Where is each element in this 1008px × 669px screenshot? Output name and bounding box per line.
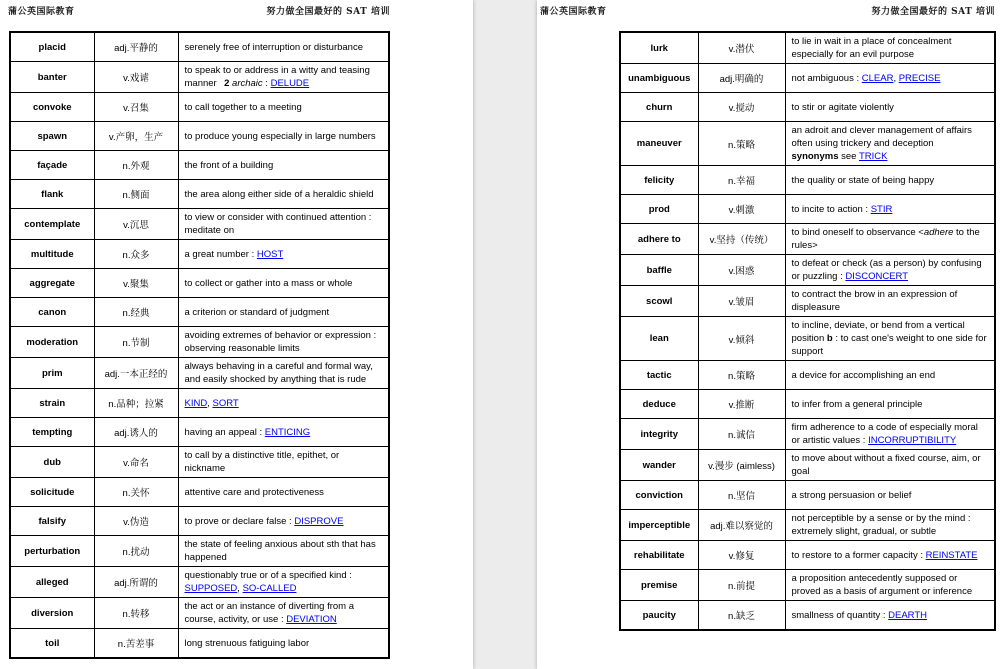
definition-text: to move about without a fixed course, aim, or goal [791, 453, 981, 477]
pos-translation-cell: n.外观 [94, 151, 178, 180]
word-cell: spawn [10, 122, 94, 151]
pos-translation-cell: n.苦差事 [94, 629, 178, 659]
word-cell: façade [10, 151, 94, 180]
definition-link[interactable]: REINSTATE [925, 549, 978, 561]
pos-translation-cell: adj.明确的 [698, 64, 785, 93]
definition-cell [785, 255, 995, 286]
pos-translation-cell: adj.诱人的 [94, 418, 178, 447]
definition-cell [178, 180, 389, 209]
definition-text: the quality or state of being happy [791, 174, 935, 186]
definition-cell [178, 62, 389, 93]
definition-cell [178, 298, 389, 327]
definition-text: 2 [224, 78, 230, 89]
definition-text: archaic [232, 78, 263, 89]
vocab-row [620, 195, 995, 224]
pos-translation-cell: n.品种；拉紧 [94, 389, 178, 418]
vocab-row [620, 361, 995, 390]
vocab-row [620, 122, 995, 166]
vocab-row [10, 629, 389, 659]
definition-text: to call together to a meeting [184, 101, 302, 113]
vocab-row [620, 601, 995, 631]
definition-cell [178, 418, 389, 447]
word-cell: tempting [10, 418, 94, 447]
definition-link[interactable]: DEARTH [888, 609, 928, 621]
definition-link[interactable]: TRICK [858, 151, 888, 162]
vocab-row [10, 389, 389, 418]
definition-text: synonyms [791, 151, 839, 162]
pos-translation-cell: v.戏谑 [94, 62, 178, 93]
pos-translation-cell: n.诚信 [698, 419, 785, 450]
vocab-row [620, 255, 995, 286]
word-cell: baffle [620, 255, 698, 286]
definition-text: to infer from a general principle [791, 398, 923, 410]
definition-cell [178, 536, 389, 567]
definition-cell [785, 601, 995, 631]
pos-translation-cell: n.幸福 [698, 166, 785, 195]
definition-text: an adroit and clever management of affairs often using trickery and deception [791, 125, 972, 149]
definition-text: avoiding extremes of behavior or expression : observing reasonable limits [184, 330, 377, 354]
word-cell: flank [10, 180, 94, 209]
word-cell: adhere to [620, 224, 698, 255]
pos-translation-cell: v.沉思 [94, 209, 178, 240]
word-cell: canon [10, 298, 94, 327]
pos-translation-cell: v.伪造 [94, 507, 178, 536]
vocab-row [10, 447, 389, 478]
vocab-row [10, 32, 389, 62]
definition-cell [785, 317, 995, 361]
definition-cell [178, 567, 389, 598]
definition-cell [785, 481, 995, 510]
definition-text: to speak to or address in a witty and teasing manner [184, 65, 370, 89]
vocab-row [620, 166, 995, 195]
word-cell: alleged [10, 567, 94, 598]
pos-translation-cell: v.皱眉 [698, 286, 785, 317]
definition-text: see [838, 151, 859, 162]
definition-cell [178, 327, 389, 358]
definition-text: attentive care and protectiveness [184, 486, 324, 498]
word-cell: tactic [620, 361, 698, 390]
pos-translation-cell: n.侧面 [94, 180, 178, 209]
vocab-row [620, 419, 995, 450]
pos-translation-cell: n.策略 [698, 361, 785, 390]
pos-translation-cell: adj.难以察觉的 [698, 510, 785, 541]
vocab-row [10, 180, 389, 209]
definition-text: always behaving in a careful and formal way, and easily shocked by anything that is rude [184, 361, 373, 385]
word-cell: moderation [10, 327, 94, 358]
vocab-row [10, 358, 389, 389]
word-cell: solicitude [10, 478, 94, 507]
definition-cell [178, 32, 389, 62]
definition-cell [178, 598, 389, 629]
definition-text: the front of a building [184, 159, 274, 171]
vocab-row [620, 450, 995, 481]
definition-cell [178, 478, 389, 507]
definition-text: to incline, deviate, or bend from a vertical position [791, 320, 965, 344]
word-cell: conviction [620, 481, 698, 510]
definition-cell [178, 122, 389, 151]
definition-cell [785, 419, 995, 450]
pos-translation-cell: v.刺激 [698, 195, 785, 224]
word-cell: lurk [620, 32, 698, 64]
definition-cell [178, 358, 389, 389]
word-cell: scowl [620, 286, 698, 317]
definition-link[interactable]: ENTICING [264, 426, 311, 438]
vocab-row [10, 62, 389, 93]
word-cell: integrity [620, 419, 698, 450]
page-header [540, 4, 995, 17]
definition-text: the area along either side of a heraldic shield [184, 188, 374, 200]
pos-translation-cell: n.节制 [94, 327, 178, 358]
vocab-row [620, 224, 995, 255]
definition-text: to bind oneself to observance < [791, 227, 924, 238]
pos-translation-cell: n.坚信 [698, 481, 785, 510]
definition-cell [178, 209, 389, 240]
vocab-table-right [619, 31, 996, 631]
definition-link[interactable]: INCORRUPTIBILITY [868, 435, 957, 446]
word-cell: falsify [10, 507, 94, 536]
definition-cell [785, 166, 995, 195]
vocab-row [620, 481, 995, 510]
vocab-row [10, 269, 389, 298]
vocab-row [10, 418, 389, 447]
pos-translation-cell: n.经典 [94, 298, 178, 327]
word-cell: felicity [620, 166, 698, 195]
definition-cell [785, 361, 995, 390]
definition-text: to the rules> [791, 227, 980, 251]
vocab-row [620, 541, 995, 570]
definition-text: to view or consider with continued attention : meditate on [184, 212, 372, 236]
definition-text: b [826, 333, 833, 344]
vocab-row [10, 567, 389, 598]
word-cell: diversion [10, 598, 94, 629]
vocab-row [10, 478, 389, 507]
vocab-row [620, 390, 995, 419]
definition-cell [178, 389, 389, 418]
slogan-text: 努力做全国最好的 SAT 培训 [871, 7, 995, 17]
vocab-row [620, 317, 995, 361]
word-cell: rehabilitate [620, 541, 698, 570]
definition-text: : to cast one's weight to one side for support [791, 333, 987, 357]
definition-cell [785, 286, 995, 317]
vocab-row [10, 298, 389, 327]
definition-text: to prove or declare false : [184, 515, 295, 527]
vocab-row [620, 570, 995, 601]
definition-text: : [262, 78, 271, 89]
pos-translation-cell: v.搅动 [698, 93, 785, 122]
pos-translation-cell: v.聚集 [94, 269, 178, 298]
word-cell: aggregate [10, 269, 94, 298]
definition-text: questionably true or of a specified kind : [184, 570, 352, 581]
vocab-row [10, 598, 389, 629]
word-cell: unambiguous [620, 64, 698, 93]
definition-text: to call by a distinctive title, epithet, or nickname [184, 450, 340, 474]
page-header [8, 4, 390, 17]
definition-text: not ambiguous : [791, 72, 862, 84]
vocab-row [10, 507, 389, 536]
brand-text: 蒲公英国际教育 [8, 7, 75, 17]
pos-translation-cell: n.转移 [94, 598, 178, 629]
definition-cell [785, 195, 995, 224]
definition-text: , [207, 397, 213, 409]
definition-text: adhere [923, 227, 954, 238]
definition-text: to defeat or check (as a person) by confusing or puzzling : [791, 258, 982, 282]
definition-text: to produce young especially in large numbers [184, 130, 376, 142]
word-cell: prim [10, 358, 94, 389]
definition-link[interactable]: STIR [870, 203, 893, 215]
definition-link[interactable]: SO-CALLED [242, 583, 297, 594]
definition-text: having an appeal : [184, 426, 265, 438]
definition-link[interactable]: KIND [184, 397, 208, 409]
vocab-table-left [9, 31, 390, 659]
word-cell: toil [10, 629, 94, 659]
pos-translation-cell: adj.一本正经的 [94, 358, 178, 389]
definition-cell [785, 541, 995, 570]
word-cell: maneuver [620, 122, 698, 166]
word-cell: paucity [620, 601, 698, 631]
brand-text: 蒲公英国际教育 [540, 7, 607, 17]
definition-text: the act or an instance of diverting from a course, activity, or use : [184, 601, 355, 625]
word-cell: contemplate [10, 209, 94, 240]
pos-translation-cell: n.前提 [698, 570, 785, 601]
definition-text: firm adherence to a code of especially moral or artistic values : [791, 422, 978, 446]
definition-link[interactable]: DISPROVE [294, 515, 344, 527]
vocab-row [10, 209, 389, 240]
definition-text: to restore to a former capacity : [791, 549, 926, 561]
pos-translation-cell: adj.平静的 [94, 32, 178, 62]
definition-link[interactable]: DISCONCERT [845, 271, 909, 282]
definition-cell [785, 122, 995, 166]
pos-translation-cell: v.坚持（传统） [698, 224, 785, 255]
vocab-row [620, 510, 995, 541]
definition-cell [178, 151, 389, 180]
pos-translation-cell: v.产卵，生产 [94, 122, 178, 151]
pos-translation-cell: adj.所谓的 [94, 567, 178, 598]
word-cell: convoke [10, 93, 94, 122]
pos-translation-cell: v.漫步 (aimless) [698, 450, 785, 481]
word-cell: premise [620, 570, 698, 601]
definition-cell [178, 507, 389, 536]
definition-cell [178, 93, 389, 122]
definition-text: the state of feeling anxious about sth that has happened [184, 539, 376, 563]
definition-link[interactable]: CLEAR [861, 72, 894, 84]
document-page-right [537, 0, 1008, 669]
definition-text: , [237, 583, 243, 594]
definition-text: to stir or agitate violently [791, 101, 894, 113]
word-cell: banter [10, 62, 94, 93]
definition-link[interactable]: DELUDE [270, 78, 310, 89]
pos-translation-cell: v.召集 [94, 93, 178, 122]
pos-translation-cell: v.倾斜 [698, 317, 785, 361]
definition-cell [785, 510, 995, 541]
word-cell: strain [10, 389, 94, 418]
definition-link[interactable]: PRECISE [898, 72, 941, 84]
vocab-row [620, 286, 995, 317]
definition-text: to lie in wait in a place of concealment especially for an evil purpose [791, 36, 952, 60]
pos-translation-cell: v.困惑 [698, 255, 785, 286]
definition-cell [785, 450, 995, 481]
word-cell: dub [10, 447, 94, 478]
word-cell: prod [620, 195, 698, 224]
definition-cell [178, 629, 389, 659]
pos-translation-cell: n.扰动 [94, 536, 178, 567]
definition-text: a strong persuasion or belief [791, 489, 912, 501]
definition-cell [785, 570, 995, 601]
definition-cell [785, 224, 995, 255]
slogan-text: 努力做全国最好的 SAT 培训 [266, 7, 390, 17]
definition-link[interactable]: SORT [212, 397, 239, 409]
definition-text: long strenuous fatiguing labor [184, 637, 310, 649]
word-cell: placid [10, 32, 94, 62]
vocab-row [620, 64, 995, 93]
definition-text: to collect or gather into a mass or whole [184, 277, 353, 289]
vocab-row [10, 240, 389, 269]
definition-text: a great number : [184, 248, 257, 260]
definition-cell [178, 269, 389, 298]
definition-text: smallness of quantity : [791, 609, 889, 621]
definition-text: , [893, 72, 899, 84]
pos-translation-cell: v.潜伏 [698, 32, 785, 64]
definition-text: a criterion or standard of judgment [184, 306, 330, 318]
vocab-row [10, 536, 389, 567]
word-cell: wander [620, 450, 698, 481]
word-cell: lean [620, 317, 698, 361]
definition-link[interactable]: HOST [256, 248, 284, 260]
definition-cell [785, 32, 995, 64]
definition-cell [178, 240, 389, 269]
definition-text: serenely free of interruption or disturbance [184, 41, 363, 53]
definition-cell [785, 64, 995, 93]
definition-text: a device for accomplishing an end [791, 369, 936, 381]
pos-translation-cell: v.修复 [698, 541, 785, 570]
vocab-row [10, 327, 389, 358]
word-cell: deduce [620, 390, 698, 419]
word-cell: multitude [10, 240, 94, 269]
pos-translation-cell: n.策略 [698, 122, 785, 166]
word-cell: churn [620, 93, 698, 122]
word-cell: perturbation [10, 536, 94, 567]
definition-cell [178, 447, 389, 478]
vocab-row [10, 122, 389, 151]
definition-link[interactable]: SUPPOSED [184, 583, 238, 594]
vocab-row [10, 93, 389, 122]
document-page-left [0, 0, 473, 669]
pos-translation-cell: v.命名 [94, 447, 178, 478]
definition-cell [785, 93, 995, 122]
definition-text: a proposition antecedently supposed or proved as a basis of argument or inference [791, 573, 973, 597]
pos-translation-cell: n.关怀 [94, 478, 178, 507]
vocab-row [620, 93, 995, 122]
vocab-row [620, 32, 995, 64]
definition-text: to contract the brow in an expression of displeasure [791, 289, 958, 313]
word-cell: imperceptible [620, 510, 698, 541]
definition-cell [785, 390, 995, 419]
pos-translation-cell: v.推断 [698, 390, 785, 419]
pos-translation-cell: n.缺乏 [698, 601, 785, 631]
definition-link[interactable]: DEVIATION [286, 614, 337, 625]
definition-text: to incite to action : [791, 203, 871, 215]
pos-translation-cell: n.众多 [94, 240, 178, 269]
vocab-row [10, 151, 389, 180]
definition-text: not perceptible by a sense or by the mind : extremely slight, gradual, or subtle [791, 513, 971, 537]
